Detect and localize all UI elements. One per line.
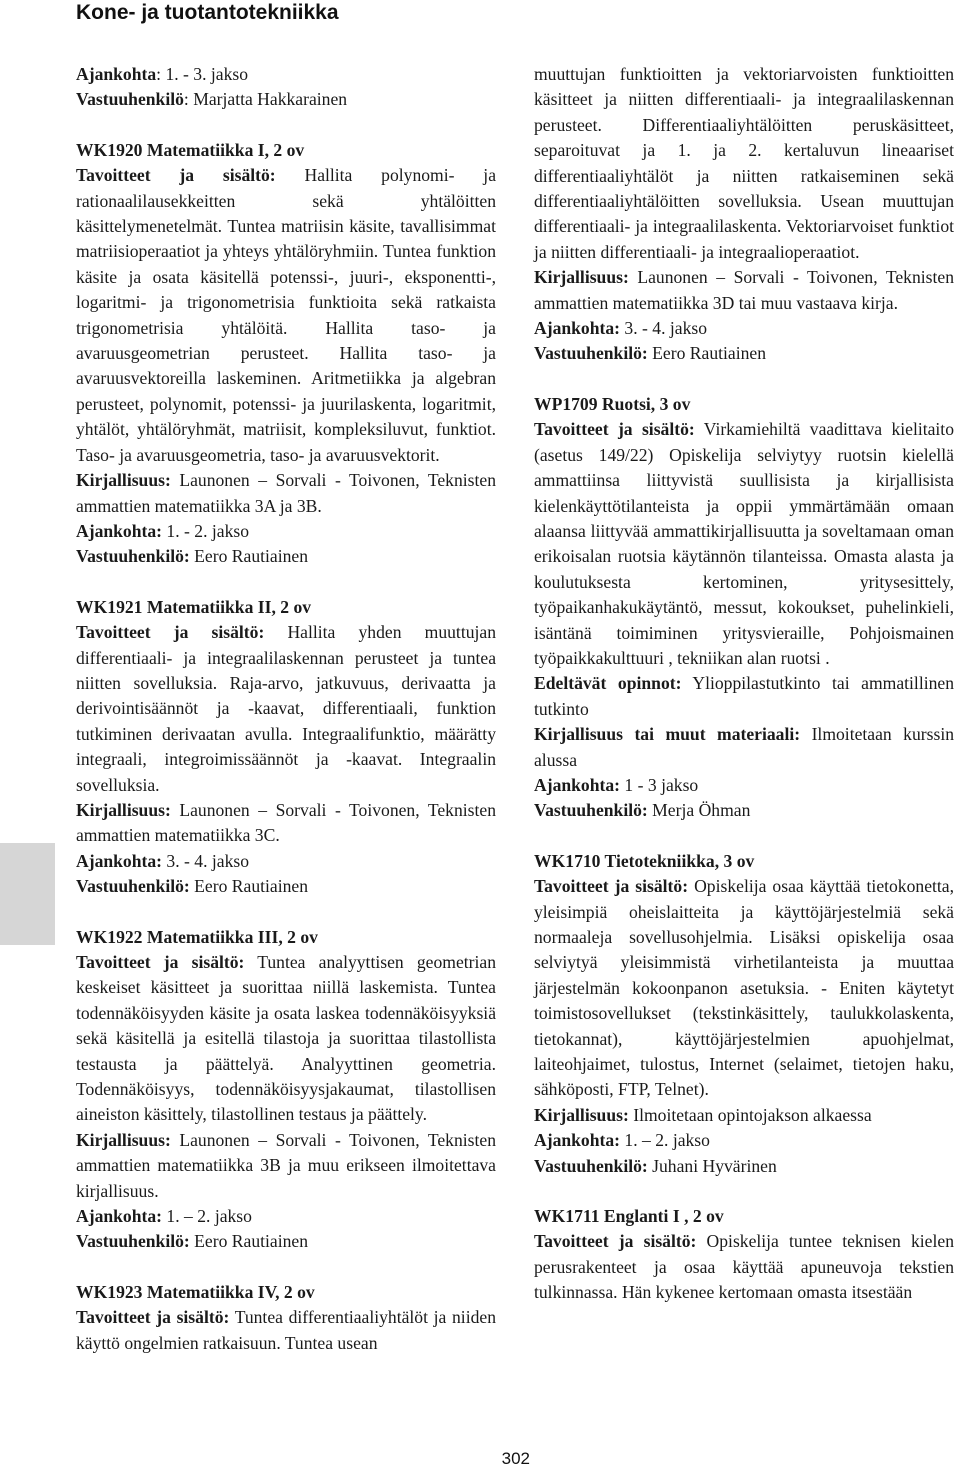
- course-literature-wk1923: Kirjallisuus: Launonen – Sorvali - Toivonen, Teknisten ammattien matematiikka 3D tai muu vastaava kirja.: [534, 267, 954, 313]
- intro-period: Ajankohta: 1. - 3. jakso: [76, 64, 249, 84]
- course-title-wk1710: WK1710 Tietotekniikka, 3 ov: [534, 850, 755, 871]
- course-title-wp1709: WP1709 Ruotsi, 3 ov: [534, 393, 691, 414]
- section-tab-marker: [0, 843, 55, 945]
- right-column: [534, 62, 954, 1306]
- course-literature-wk1920: Kirjallisuus: Launonen – Sorvali - Toivonen, Teknisten ammattien matematiikka 3A ja 3B.: [76, 470, 496, 516]
- course-responsible-wk1920: Vastuuhenkilö: Eero Rautiainen: [76, 546, 308, 567]
- course-period-wk1922: Ajankohta: 1. – 2. jakso: [76, 1206, 252, 1227]
- course-period-wk1710: Ajankohta: 1. – 2. jakso: [534, 1130, 710, 1151]
- course-literature-wk1710: Kirjallisuus: Ilmoitetaan opintojakson alkaessa: [534, 1104, 872, 1125]
- course-goals-wk1923-start: Tavoitteet ja sisältö: Tuntea differentiaaliyhtälöt ja niiden käyttö ongelmien ratkaisuun. Tuntea usean: [76, 1307, 496, 1353]
- left-column: [76, 62, 496, 1356]
- course-responsible-wk1922: Vastuuhenkilö: Eero Rautiainen: [76, 1231, 308, 1252]
- page-header-title: Kone- ja tuotantotekniikka: [76, 1, 339, 24]
- course-goals-wk1920: Tavoitteet ja sisältö: Hallita polynomi- ja rationaalilausekkeitten sekä yhtälöitten käsittelymenetelmät. Tuntea matriisin käsite, tavallisimmat matriisioperaatiot ja yhteys yhtälöryhmiin. Tuntea funktion käsite ja osata käsitellä potenssi-, juuri-, eksponentti-, logaritmi- ja trigonometrisia funktioita sekä ratkaista trigonometrisia yhtälöitä. Hallita taso- ja avaruusgeometrian perusteet. Hallita taso- ja avaruusvektoreilla laskeminen. Aritmetiikka ja algebran perusteet, polynomit, potenssi- ja juurilaskenta, logaritmit, yhtälöt, yhtälöryhmät, matriisit, kompleksiluvut, funktiot. Taso- ja avaruusgeometria, taso- ja avaruusvektorit.: [76, 165, 497, 465]
- course-responsible-wk1710: Vastuuhenkilö: Juhani Hyvärinen: [534, 1155, 777, 1176]
- course-period-wk1920: Ajankohta: 1. - 2. jakso: [76, 520, 250, 541]
- course-goals-wk1711: Tavoitteet ja sisältö: Opiskelija tuntee teknisen kielen perusrakenteet ja osaa käyttää apuneuvoja tekstien tulkinnassa. Hän kykenee kertomaan omasta itsestään: [534, 1231, 954, 1303]
- page-number: 302: [501, 1449, 530, 1468]
- course-responsible-wk1921: Vastuuhenkilö: Eero Rautiainen: [76, 876, 308, 897]
- course-literature-wk1921: Kirjallisuus: Launonen – Sorvali - Toivonen, Teknisten ammattien matematiikka 3C.: [76, 799, 496, 846]
- course-title-wk1921: WK1921 Matematiikka II, 2 ov: [76, 596, 312, 617]
- course-goals-wk1923-cont: muuttujan funktioitten ja vektoriarvoisten funktioitten käsitteet ja niitten differentiaali- ja integraalilaskennan perusteet. Differentiaaliyhtälöitten peruskäsitteet, separoituvat ja 1. ja 2. kertaluvun lineaariset differentiaaliyhtälöt ja niitten ratkaiseminen sekä differentiaaliyhtälöitten sovelluksia. Usean muuttujan differentiaali- ja integraalilaskenta. Vektoriarvoiset funktiot ja niitten differentiaali- ja integraalioperaatiot.: [534, 64, 954, 262]
- course-period-wp1709: Ajankohta: 1 - 3 jakso: [534, 774, 699, 795]
- intro-responsible: Vastuuhenkilö: Marjatta Hakkarainen: [76, 89, 348, 110]
- course-goals-wp1709: Tavoitteet ja sisältö: Virkamiehiltä vaadittava kielitaito (asetus 149/22) Opiskelija selviytyy ruotsin kielellä ammattiinsa liittyvistä suullisista ja kirjallisista kielenkäyttötilanteista ja oppii ymmärtämään omaan alaansa liittyvää ammattikirjallisuutta ja soveltamaan oman erikoisalan ruotsia käytännön tilanteissa. Omasta alasta ja koulutuksesta kertominen, yritysesittely, työpaikanhakukäytäntö, messut, kokoukset, puhelinkieli, isäntänä toimiminen yritysvieraille, Pohjoismainen työpaikkakulttuuri , tekniikan alan ruotsi .: [534, 419, 954, 668]
- course-title-wk1920: WK1920 Matematiikka I, 2 ov: [76, 139, 305, 160]
- course-prerequisites-wp1709: Edeltävät opinnot: Ylioppilastutkinto tai ammatillinen tutkinto: [534, 673, 954, 719]
- course-title-wk1923: WK1923 Matematiikka IV, 2 ov: [76, 1281, 315, 1302]
- course-responsible-wk1923: Vastuuhenkilö: Eero Rautiainen: [534, 343, 766, 364]
- course-responsible-wp1709: Vastuuhenkilö: Merja Öhman: [534, 800, 751, 821]
- course-goals-wk1921: Tavoitteet ja sisältö: Hallita yhden muuttujan differentiaali- ja integraalilaskennan perusteet ja tuntea niitten sovelluksia. Raja-arvo, jatkuvuus, derivaatta ja derivointisäännöt ja -kaavat, differentiaali, funktion tutkiminen derivaatan avulla. Integraalifunktio, määrätty integraali, integroimissäännöt ja -kaavat. Integraalin sovelluksia.: [76, 622, 496, 795]
- course-goals-wk1922: Tavoitteet ja sisältö: Tuntea analyyttisen geometrian keskeiset käsitteet ja suorittaa niillä laskemista. Tuntea todennäköisyyden käsite ja osata laskea todennäköisyyksiä sekä käsitellä ja esitellä tilastoja ja suorittaa tilastollista testausta ja päättelyä. Analyyttinen geometria. Todennäköisyys, todennäköisyysjakaumat, tilastollisen aineiston käsittely, tilastollinen testaus ja päättely.: [76, 952, 496, 1125]
- course-period-wk1923: Ajankohta: 3. - 4. jakso: [534, 318, 708, 339]
- course-literature-wp1709: Kirjallisuus tai muut materiaali: Ilmoitetaan kurssin alussa: [534, 724, 955, 770]
- course-goals-wk1710: Tavoitteet ja sisältö: Opiskelija osaa käyttää tietokonetta, yleisimpiä oheislaitteita ja käyttöjärjestelmiä sekä normaaleja sovellusohjelmia. Lisäksi opiskelija osaa selviytyä yleisimmistä virhetilanteista ja muuttaa järjestelmän kokoonpanon asetuksia. - Eniten käytetyt toimistosovellukset (tekstinkäsittely, taulukkolaskenta, tietokannat), käyttöjärjestelmien apuohjelmat, laiteohjaimet, tulostus, Internet (selaimet, tietojen haku, sähköposti, FTP, Telnet).: [534, 876, 954, 1100]
- course-period-wk1921: Ajankohta: 3. - 4. jakso: [76, 850, 250, 871]
- course-title-wk1922: WK1922 Matematiikka III, 2 ov: [76, 926, 318, 947]
- course-title-wk1711: WK1711 Englanti I , 2 ov: [534, 1206, 724, 1227]
- course-literature-wk1922: Kirjallisuus: Launonen – Sorvali - Toivonen, Teknisten ammattien matematiikka 3B ja muu erikseen ilmoitettava kirjallisuus.: [76, 1129, 496, 1201]
